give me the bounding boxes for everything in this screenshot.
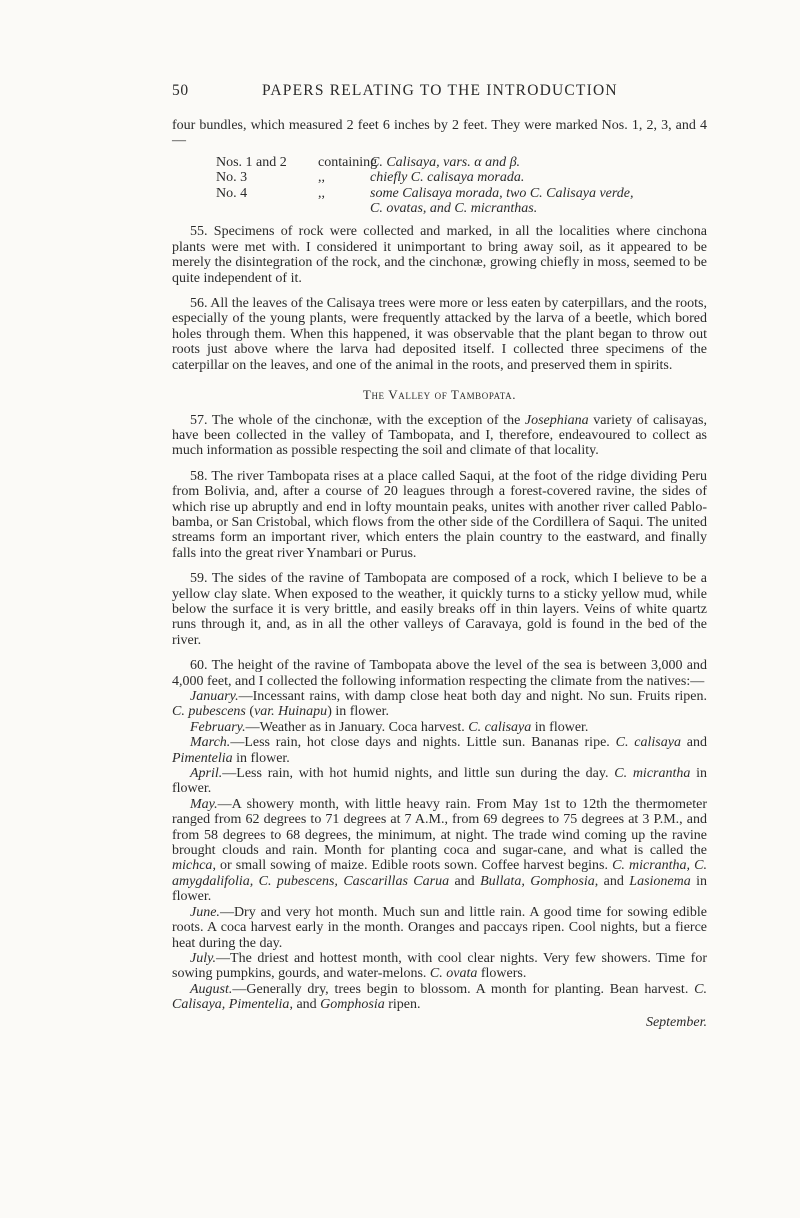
intro-paragraph: four bundles, which measured 2 feet 6 inches by 2 feet. They were marked Nos. 1, 2, 3, and 4— [172, 118, 707, 149]
running-title: PAPERS RELATING TO THE INTRODUCTION [262, 82, 618, 99]
month-entry-april: April.—Less rain, with hot humid nights, and little sun during the day. C. micrantha in flower. [172, 766, 708, 797]
month-entry-august: August.—Generally dry, trees begin to blossom. A month for planting. Bean harvest. C. Calisaya, Pimentelia, and Gomphosia ripen. [172, 981, 707, 1013]
month-entry-march: March.—Less rain, hot close days and nights. Little sun. Bananas ripe. C. calisaya and Pimentelia in flower. [172, 735, 707, 766]
section-heading: The Valley of Tambopata. [362, 387, 517, 403]
page-number: 50 [172, 82, 189, 99]
paragraph-59: 59. The sides of the ravine of Tambopata are composed of a rock, which I believe to be a yellow clay slate. When exposed to the weather, it quickly turns to a sticky yellow mud, while below the surface it is very brittle, and easily breaks off in thin layers. Veins of white quartz runs through it, and, as in all the other valleys of Caravaya, gold is found in the bed of the river. [172, 571, 707, 648]
catchword: September. [645, 1014, 707, 1030]
month-entry-may: May.—A showery month, with little heavy rain. From May 1st to 12th the thermometer ranged from 62 degrees to 71 degrees at 7 A.M., from 69 degrees to 75 degrees at 3 P.M., and from 58 degrees to 68 degrees, the minimum, at night. The trade wind coming up the ravine brought clouds and rain. Month for planting coca and sugar-cane, and what is called the michca, or small sowing of maize. Edible roots sown. Coffee harvest begins. C. micrantha, C. amygdalifolia, C. pubescens, Cascarillas Carua and Bullata, Gomphosia, and Lasionema in flower. [172, 796, 708, 905]
paragraph-60: 60. The height of the ravine of Tambopata above the level of the sea is between 3,000 and 4,000 feet, and I collected the following information respecting the climate from the natives:— [172, 658, 707, 689]
page-body [172, 118, 707, 1030]
paragraph-58: 58. The river Tambopata rises at a place called Saqui, at the foot of the ridge dividing Peru from Bolivia, and, after a course of 20 leagues through a forest-covered ravine, the sides of which rise up abruptly and end in lofty mountain peaks, unites with another river called Pablo-bamba, or San Cristobal, which flows from the other side of the Cordillera of Saqui. The united streams form an important river, which enters the plain country to the eastward, and finally falls into the great river Ynambari or Purus. [172, 468, 707, 561]
bundle-number: No. 3 [216, 170, 248, 186]
paragraph-57: 57. The whole of the cinchonæ, with the exception of the Josephiana variety of calisayas, have been collected in the valley of Tambopata, and I, therefore, endeavoured to collect as much information as possible respecting the soil and climate of that locality. [172, 412, 708, 459]
month-entry-july: July.—The driest and hottest month, with cool clear nights. Very few showers. Time for sowing pumpkins, gourds, and water-melons. C. ovata flowers. [172, 950, 707, 982]
bundle-row [216, 155, 707, 170]
paragraph-56: 56. All the leaves of the Calisaya trees were more or less eaten by caterpillars, and the roots, especially of the young plants, were frequently attacked by the larva of a beetle, which bored holes through them. When this happened, it was observable that the plant began to throw out roots just above where the larva had deposited itself. I collected three specimens of the caterpillar on the leaves, and one of the animal in the roots, and preserved them in spirits. [172, 296, 707, 373]
month-entry-february: February.—Weather as in January. Coca harvest. C. calisaya in flower. [190, 719, 589, 735]
bundle-contents: some Calisaya morada, two C. Calisaya verde, [370, 185, 634, 201]
paragraph-55: 55. Specimens of rock were collected and marked, in all the localities where cinchona plants were met with. I considered it unimportant to bring away soil, as it appeared to be merely the disintegration of the rock, and the cinchonæ, growing chiefly in moss, seemed to be quite independent of it. [172, 224, 707, 286]
bundle-row [216, 170, 707, 185]
bundle-separator: ,, [318, 170, 325, 186]
bundle-contents-continued: C. ovatas, and C. micranthas. [370, 201, 538, 217]
bundle-number: No. 4 [216, 185, 248, 201]
bundle-contents: C. Calisaya, vars. α and β. [370, 154, 521, 170]
bundle-number: Nos. 1 and 2 [216, 154, 287, 170]
bundle-separator: ,, [318, 185, 325, 201]
month-entry-january: January.—Incessant rains, with damp close heat both day and night. No sun. Fruits ripen. C. pubescens (var. Huinapu) in flower. [172, 689, 707, 720]
bundle-row [216, 186, 707, 201]
bundle-separator: containing [318, 154, 378, 170]
month-entry-june: June.—Dry and very hot month. Much sun and little rain. A good time for sowing edible roots. A coca harvest early in the month. Oranges and paccays ripen. Cool nights, but a fierce heat during the day. [172, 904, 707, 951]
bundle-list [216, 155, 707, 217]
bundle-contents: chiefly C. calisaya morada. [370, 170, 525, 186]
